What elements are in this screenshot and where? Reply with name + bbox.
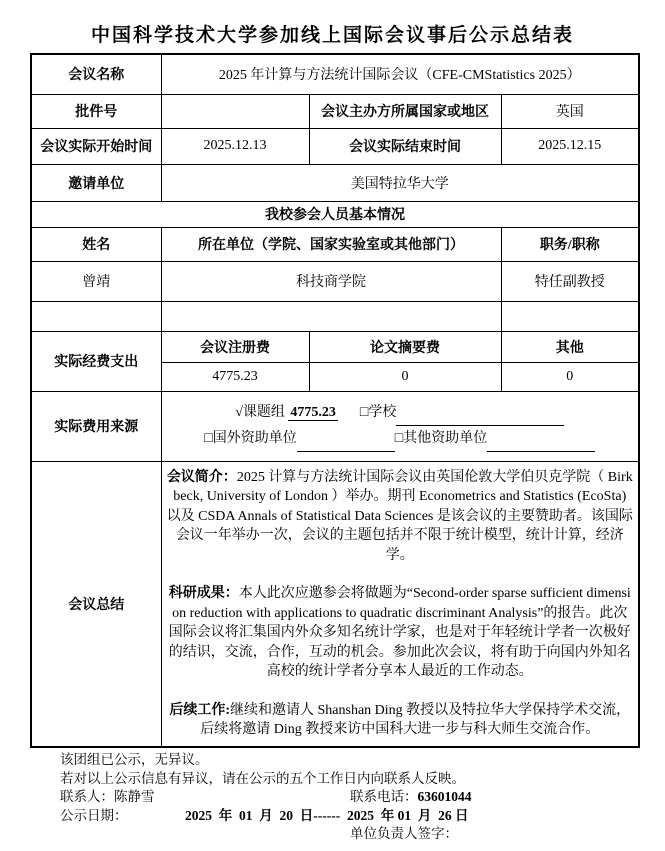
page-title: 中国科学技术大学参加线上国际会议事后公示总结表 xyxy=(90,25,574,46)
summary-form-table xyxy=(30,53,640,748)
row-funding-source xyxy=(31,391,639,461)
phone-label: 联系电话： xyxy=(350,789,418,804)
funding-school-label: 学校 xyxy=(368,405,397,420)
footer-date-line xyxy=(60,807,665,826)
col-header-name: 姓名 xyxy=(31,227,161,261)
participants-section-header: 我校参会人员基本情况 xyxy=(31,201,639,227)
expense-col-other: 其他 xyxy=(501,331,639,362)
row-summary xyxy=(31,461,639,747)
approval-no-value xyxy=(161,94,309,128)
inviter-label: 邀请单位 xyxy=(31,164,161,201)
participant-row xyxy=(31,261,639,301)
checkbox-school-icon: □ xyxy=(359,405,369,420)
row-dates xyxy=(31,128,639,164)
row-participants-header xyxy=(31,201,639,227)
phone-value: 63601044 xyxy=(417,789,472,804)
signature-label: 单位负责人签字： xyxy=(350,826,458,841)
expense-col-abstract: 论文摘要费 xyxy=(309,331,501,362)
participant-name-empty xyxy=(31,301,161,331)
checkbox-other-icon: □ xyxy=(394,431,404,446)
funding-other-label: 其他资助单位 xyxy=(403,431,488,446)
summary-intro-paragraph xyxy=(166,468,635,566)
participant-row-empty xyxy=(31,301,639,331)
participant-title-empty xyxy=(501,301,639,331)
end-time-value: 2025.12.15 xyxy=(501,128,639,164)
start-time-label: 会议实际开始时间 xyxy=(31,128,161,164)
funding-line-2 xyxy=(166,426,635,452)
summary-followup-text: 继续和邀请人 Shanshan Ding 教授以及特拉华大学保持学术交流，后续将邀请 Ding 教授来访中国科大进一步与科大师生交流合作。 xyxy=(200,702,631,738)
footer-contact-line xyxy=(60,788,665,807)
inviter-value: 美国特拉华大学 xyxy=(161,164,639,201)
host-country-value: 英国 xyxy=(501,94,639,128)
summary-achievement-text: 本人此次应邀参会将做题为“Second-order sparse sufficient dimension reduction with applications to quadratic discriminant Analysis”的报告。此次国际会议将汇集国内外众多知名统计学家，也是对于年轻统计学者一次极好的结识，交流，合作，互动的机会。参加此次会议，将有助于向国内外知名高校的统计学者分享本人最近的工作动态。 xyxy=(168,586,631,680)
row-participants-columns xyxy=(31,227,639,261)
summary-followup-title: 后续工作: xyxy=(169,702,231,718)
checkmark-icon: √ xyxy=(235,405,243,420)
conference-name-label: 会议名称 xyxy=(31,54,161,94)
funding-foreign-label: 国外资助单位 xyxy=(212,431,297,446)
row-approval xyxy=(31,94,639,128)
expense-col-registration: 会议注册费 xyxy=(161,331,309,362)
contact-name: 陈静雪 xyxy=(114,789,155,804)
participant-name: 曾靖 xyxy=(31,261,161,301)
other-blank-line xyxy=(487,436,595,452)
col-header-title: 职务/职称 xyxy=(501,227,639,261)
start-time-value: 2025.12.13 xyxy=(161,128,309,164)
date-value: 2025 年 01 月 20 日------ 2025 年 01 月 26 日 xyxy=(185,807,469,823)
summary-intro-text: 2025 计算与方法统计国际会议由英国伦敦大学伯贝克学院（ Birkbeck, University of London ）举办。期刊 Econometrics and Statistics (EcoSta) 以及 CSDA Annals of Statistical Data Sciences 是该会议的主要赞助者。该国际会议一年举办一次，会议的主题包括并不限于统计模型，统计计算，经济学。 xyxy=(166,469,633,563)
expense-abstract-value: 0 xyxy=(309,362,501,391)
footer-objection-notice: 若对以上公示信息有异议，请在公示的五个工作日内向联系人反映。 xyxy=(60,770,465,786)
footer-publicity-statement: 该团组已公示，无异议。 xyxy=(60,752,209,767)
expense-label: 实际经费支出 xyxy=(31,331,161,391)
date-label: 公示日期： xyxy=(60,807,128,823)
footer-signature-line xyxy=(350,825,665,844)
expense-other-value: 0 xyxy=(501,362,639,391)
participant-title: 特任副教授 xyxy=(501,261,639,301)
funding-line-1 xyxy=(166,400,635,426)
summary-label: 会议总结 xyxy=(31,461,161,747)
school-blank-line xyxy=(396,410,564,426)
footer xyxy=(0,751,665,844)
row-inviter xyxy=(31,164,639,201)
summary-followup-paragraph xyxy=(166,701,635,740)
col-header-unit: 所在单位（学院、国家实验室或其他部门） xyxy=(161,227,501,261)
funding-content xyxy=(161,391,639,461)
row-expense-headers xyxy=(31,331,639,362)
contact-label: 联系人： xyxy=(60,789,114,804)
expense-registration-value: 4775.23 xyxy=(161,362,309,391)
funding-label: 实际费用来源 xyxy=(31,391,161,461)
summary-content xyxy=(161,461,639,747)
end-time-label: 会议实际结束时间 xyxy=(309,128,501,164)
funding-group-label: 课题组 xyxy=(242,405,285,420)
foreign-blank-line xyxy=(297,436,395,452)
phone-group xyxy=(350,788,472,807)
conference-name-value: 2025 年计算与方法统计国际会议（CFE-CMStatistics 2025） xyxy=(161,54,639,94)
row-conference-name xyxy=(31,54,639,94)
host-country-label: 会议主办方所属国家或地区 xyxy=(309,94,501,128)
funding-group-amount: 4775.23 xyxy=(290,405,336,420)
approval-no-label: 批件号 xyxy=(31,94,161,128)
checkbox-foreign-icon: □ xyxy=(204,431,213,446)
participant-unit: 科技商学院 xyxy=(161,261,501,301)
participant-unit-empty xyxy=(161,301,501,331)
summary-achievement-title: 科研成果： xyxy=(168,586,239,602)
summary-achievement-paragraph xyxy=(166,584,635,682)
summary-intro-title: 会议简介： xyxy=(166,469,237,485)
